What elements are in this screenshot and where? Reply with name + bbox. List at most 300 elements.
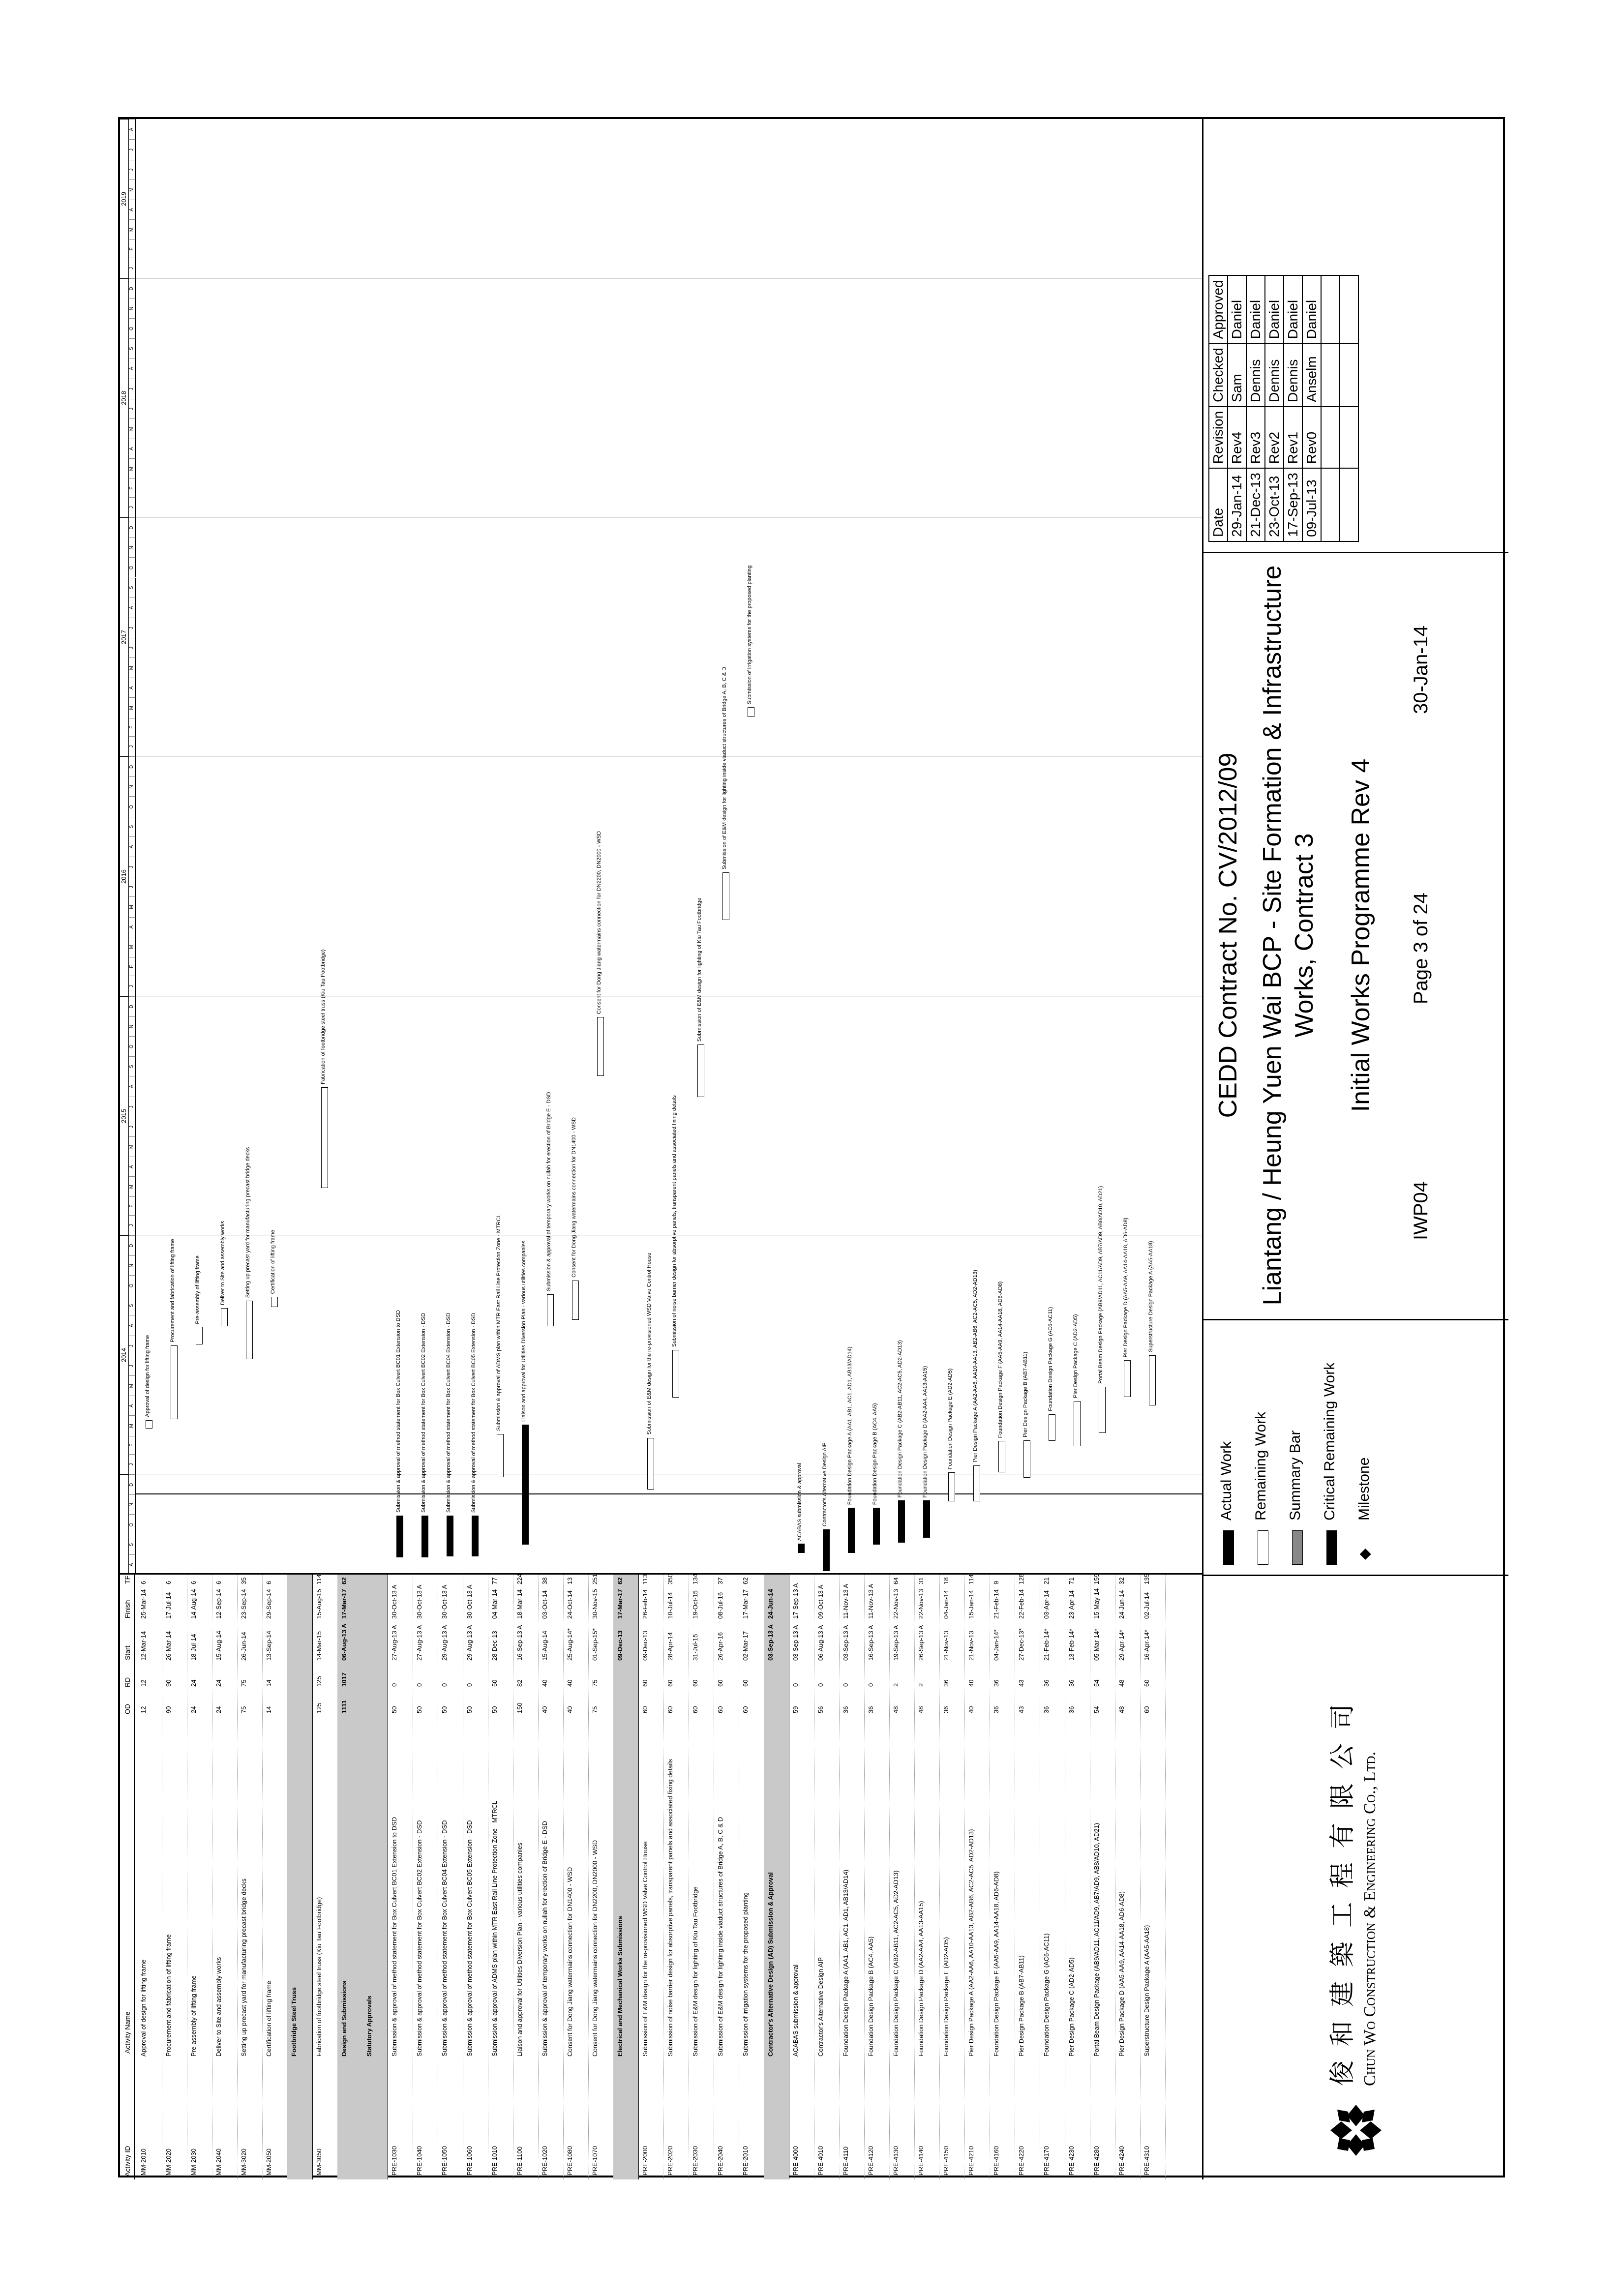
gantt-bar: [873, 1508, 880, 1545]
month-header: A: [129, 1396, 136, 1415]
legend-critical-remaining-work: Critical Remaining Work: [1322, 1362, 1338, 1521]
total-float: 251: [591, 1574, 599, 1584]
gantt-bar-label: Setting up precast yard for manufacturing precast bridge decks: [245, 1147, 251, 1298]
finish-date: 26-Feb-14: [641, 1589, 649, 1619]
table-row: [237, 1575, 263, 2179]
revision-cell: Dennis: [1265, 343, 1284, 407]
original-duration: 36: [992, 1706, 1000, 1713]
month-header: M: [129, 1375, 136, 1396]
month-header: A: [129, 358, 136, 378]
activity-name: Submission of irrigation systems for the proposed planting: [742, 1892, 749, 2057]
gantt-bar-label: Pier Design Package C (AD2-AD5): [1073, 1314, 1079, 1398]
original-duration: 50: [491, 1706, 498, 1713]
title-box: [1203, 552, 1508, 1319]
total-float: 9: [992, 1580, 1000, 1584]
revision-empty-row: [1340, 275, 1358, 541]
table-row: [964, 1575, 990, 2179]
remaining-duration: 40: [967, 1679, 975, 1687]
activity-id: PRE-1100: [516, 2146, 523, 2176]
finish-date: 24-Oct-14: [566, 1590, 573, 1619]
year-header: 2016: [120, 756, 129, 996]
original-duration: 36: [942, 1706, 950, 1713]
group-header-row: [287, 1575, 313, 2179]
month-header: J: [129, 1454, 136, 1474]
legend-remaining-work: Remaining Work: [1253, 1411, 1269, 1521]
month-header: O: [129, 318, 136, 338]
gantt-bar-label: Certification of lifting frame: [270, 1229, 276, 1294]
original-duration: 48: [892, 1706, 900, 1713]
remaining-duration: 75: [240, 1679, 247, 1687]
legend-swatch-critical: [1326, 1530, 1337, 1565]
original-duration: 125: [315, 1702, 323, 1713]
gantt-bar-label: Submission & approval of method statement for Box Culvert BC02 Extension - DSD: [421, 1312, 426, 1513]
gantt-bar-label: Pre-assembly of lifting frame: [195, 1255, 201, 1324]
activity-id: MM-2030: [190, 2148, 197, 2176]
original-duration: 90: [165, 1706, 172, 1713]
gantt-bar-label: Submission & approval of method statement for Box Culvert BC01 Extension to DSD: [395, 1310, 401, 1513]
table-row: [939, 1575, 965, 2179]
remaining-duration: 0: [391, 1683, 398, 1687]
finish-date: 18-Mar-14: [516, 1589, 523, 1619]
gantt-bar-label: Foundation Design Package A (AA1, AB1, AC1, AD1, AB13/AD14): [847, 1346, 853, 1505]
revision-header-cell: Revision: [1209, 407, 1228, 468]
activity-name: Foundation Design Package F (AA5-AA9, AA14-AA18, AD6-AD8): [992, 1871, 1000, 2057]
activity-name: Electrical and Mechanical Works Submissions: [616, 1916, 624, 2057]
activity-id: PRE-4170: [1043, 2146, 1050, 2176]
table-row: [1015, 1575, 1040, 2179]
remaining-duration: 60: [1143, 1679, 1150, 1687]
start-date: 19-Sep-13 A: [892, 1625, 900, 1661]
total-float: 128: [1018, 1574, 1025, 1584]
finish-date: 14-Aug-14: [190, 1589, 197, 1619]
gantt-bar: [948, 1472, 955, 1501]
month-header: J: [129, 379, 136, 399]
gantt-bar: [447, 1516, 453, 1556]
gantt-bar-label: Foundation Design Package G (AC6-AC11): [1048, 1307, 1053, 1411]
data-date-line: [136, 1493, 1202, 1494]
activity-name: Submission of noise barrier design for absorptive panels, transparent panels and associated fixing details: [666, 1759, 674, 2057]
activity-name: Pier Design Package C (AD2-AD5): [1068, 1957, 1075, 2057]
activity-table: [120, 1573, 1202, 2179]
gantt-bar: [697, 1044, 704, 1097]
company-box: [1203, 1575, 1508, 2179]
month-header: J: [129, 1117, 136, 1136]
remaining-duration: 12: [140, 1679, 147, 1687]
gantt-bar-label: Submission & approval of temporary works on nullah for erection of Bridge E - DSD: [546, 1092, 552, 1291]
month-header: S: [129, 1296, 136, 1315]
month-header: A: [129, 200, 136, 219]
revision-header-row: [1209, 275, 1228, 541]
table-row: [563, 1575, 589, 2179]
table-row: [187, 1575, 212, 2179]
revision-cell: 21-Dec-13: [1246, 468, 1265, 541]
month-header: J: [129, 618, 136, 638]
original-duration: 150: [516, 1702, 523, 1713]
year-header: 2017: [120, 517, 129, 756]
revision-table: [1208, 275, 1359, 542]
remaining-duration: 36: [992, 1679, 1000, 1687]
total-float: 6: [165, 1580, 172, 1584]
finish-date: 17-Mar-17: [340, 1589, 348, 1619]
original-duration: 36: [867, 1706, 874, 1713]
activity-name: Superstructure Design Package A (AA5-AA18): [1143, 1925, 1150, 2057]
table-row: [588, 1575, 614, 2179]
gantt-bar: [497, 1434, 504, 1477]
original-duration: 75: [591, 1706, 599, 1713]
month-header: J: [129, 857, 136, 877]
revision-empty-cell: [1321, 343, 1340, 407]
gantt-bar-label: Foundation Design Package D (AA2-AA4, AA13-AA15): [922, 1366, 928, 1498]
contract-title: CEDD Contract No. CV/2012/09: [1214, 752, 1242, 1118]
gantt-bar: [146, 1420, 152, 1429]
month-header: O: [129, 557, 136, 577]
revision-row: [1284, 275, 1302, 541]
table-row: [739, 1575, 764, 2179]
original-duration: 50: [466, 1706, 473, 1713]
remaining-duration: 0: [416, 1683, 423, 1687]
revision-row: [1228, 275, 1246, 541]
start-date: 27-Dec-13*: [1018, 1628, 1025, 1661]
month-header: O: [129, 796, 136, 816]
gantt-bar-label: Liaison and approval for Utilities Diversion Plan - various utilities companies: [521, 1240, 527, 1422]
revision-cell: Dennis: [1246, 343, 1265, 407]
activity-name: Submission of E&M design for lighting inside viaduct structures of Bridge A, B, C & D: [717, 1817, 724, 2057]
remaining-duration: 75: [591, 1679, 599, 1687]
finish-date: 24-Jun-14: [767, 1589, 774, 1619]
remaining-duration: 90: [165, 1679, 172, 1687]
gantt-bar: [221, 1308, 228, 1326]
activity-name: Contractor's Alternative Design AIP: [817, 1957, 824, 2057]
gantt-bar: [722, 872, 729, 920]
gantt-bar: [421, 1516, 428, 1557]
year-header-partial: [120, 1474, 129, 1575]
remaining-duration: 60: [666, 1679, 674, 1687]
original-duration: 48: [917, 1706, 925, 1713]
month-header: S: [129, 1056, 136, 1076]
gantt-bar-label: Pier Design Package B (AB7-AB11): [1023, 1351, 1028, 1437]
month-header: J: [129, 399, 136, 418]
activity-id: PRE-4010: [817, 2146, 824, 2176]
legend-swatch-remaining: [1258, 1530, 1268, 1565]
remaining-duration: 36: [942, 1679, 950, 1687]
legend-swatch-summary: [1292, 1530, 1303, 1565]
revision-cell: Rev1: [1284, 407, 1302, 468]
activity-id: PRE-2010: [742, 2146, 749, 2176]
month-header: J: [129, 1336, 136, 1356]
table-row: [689, 1575, 714, 2179]
total-float: 224: [516, 1574, 523, 1584]
start-date: 21-Nov-13: [967, 1631, 975, 1661]
original-duration: 36: [1068, 1706, 1075, 1713]
start-date: 02-Mar-17: [742, 1631, 749, 1661]
table-row: [789, 1575, 814, 2179]
gantt-bar: [246, 1301, 253, 1359]
table-row: [1140, 1575, 1166, 2179]
gantt-bar-label: Submission of E&M design for lighting of Kiu Tau Footbridge: [696, 897, 702, 1042]
remaining-duration: 0: [842, 1683, 849, 1687]
start-date: 15-Aug-14: [541, 1631, 548, 1661]
table-row: [488, 1575, 513, 2179]
activity-id: PRE-4160: [992, 2146, 1000, 2176]
revision-cell: Sam: [1228, 343, 1246, 407]
finish-date: 09-Oct-13 A: [817, 1584, 824, 1619]
total-float: 37: [717, 1577, 724, 1584]
activity-name: Certification of lifting frame: [265, 1981, 272, 2057]
activity-id: MM-2040: [215, 2148, 222, 2176]
original-duration: 14: [265, 1706, 272, 1713]
header-od: OD: [120, 1690, 135, 1717]
finish-date: 30-Oct-13 A: [441, 1584, 448, 1619]
start-date: 26-Apr-16: [717, 1632, 724, 1661]
month-header: J: [129, 736, 136, 756]
page-number: Page 3 of 24: [1410, 893, 1432, 1004]
month-header: N: [129, 298, 136, 318]
month-header: D: [129, 1474, 136, 1494]
gantt-bar: [973, 1465, 980, 1501]
gantt-bar: [196, 1327, 203, 1344]
total-float: 38: [541, 1577, 548, 1584]
revision-header-cell: Checked: [1209, 343, 1228, 407]
gantt-bar-label: Procurement and fabrication of lifting frame: [170, 1239, 176, 1342]
total-float: 159: [1093, 1574, 1100, 1584]
month-header: J: [129, 877, 136, 896]
table-row: [463, 1575, 488, 2179]
gantt-bar: [1049, 1414, 1055, 1441]
month-header: A: [129, 439, 136, 458]
start-date: 29-Apr-14*: [1118, 1630, 1125, 1661]
month-header: D: [129, 996, 136, 1016]
table-row: [1065, 1575, 1090, 2179]
original-duration: 60: [692, 1706, 699, 1713]
revision-row: [1265, 275, 1284, 541]
gantt-bar-label: Foundation Design Package B (AC4, AA5): [872, 1403, 878, 1505]
start-date: 01-Sep-15*: [591, 1628, 599, 1661]
table-row: [714, 1575, 739, 2179]
remaining-duration: 43: [1018, 1679, 1025, 1687]
finish-date: 30-Oct-13 A: [391, 1584, 398, 1619]
month-header: A: [129, 836, 136, 857]
activity-id: PRE-4230: [1068, 2146, 1075, 2176]
table-row: [914, 1575, 940, 2179]
activity-id: PRE-4280: [1093, 2146, 1100, 2176]
start-date: 16-Sep-13 A: [516, 1625, 523, 1661]
original-duration: 24: [215, 1706, 222, 1713]
table-row: [438, 1575, 463, 2179]
start-date: 26-Sep-13 A: [917, 1625, 925, 1661]
start-date: 14-Mar-15: [315, 1631, 323, 1661]
total-float: 6: [140, 1580, 147, 1584]
month-header: N: [129, 1495, 136, 1515]
finish-date: 23-Sep-14: [240, 1589, 247, 1619]
revision-empty-cell: [1340, 275, 1358, 343]
finish-date: 03-Apr-14: [1043, 1590, 1050, 1619]
start-date: 29-Aug-13 A: [466, 1625, 473, 1661]
month-header: F: [129, 957, 136, 976]
revision-header-cell: Approved: [1209, 275, 1228, 343]
month-header: M: [129, 697, 136, 717]
gantt-bar-label: Fabrication of footbridge steel truss (Kiu Tau Footbridge): [320, 949, 326, 1084]
month-header: F: [129, 1196, 136, 1215]
original-duration: 36: [1043, 1706, 1050, 1713]
gantt-bar: [898, 1500, 905, 1542]
month-header: F: [129, 239, 136, 258]
original-duration: 1111: [340, 1700, 348, 1713]
year-header: 2018: [120, 278, 129, 517]
activity-id: PRE-2030: [692, 2146, 699, 2176]
activity-name: Submission & approval of ADMS plan within MTR East Rail Line Protection Zone - MTRCL: [491, 1800, 498, 2057]
activity-id: PRE-1070: [591, 2146, 599, 2176]
table-row: [388, 1575, 413, 2179]
month-header: D: [129, 1235, 136, 1255]
table-row: [864, 1575, 890, 2179]
activity-id: PRE-1030: [391, 2146, 398, 2176]
finish-date: 30-Nov-15: [591, 1589, 599, 1619]
gantt-bar-label: Submission of E&M design for lighting inside viaduct structures of Bridge A, B, C & D: [722, 666, 727, 869]
activity-id: PRE-4210: [967, 2146, 975, 2176]
remaining-duration: 50: [491, 1679, 498, 1687]
activity-name: Consent for Dong Jiang watermains connection for DN2200, DN2000 - WSD: [591, 1840, 599, 2057]
activity-name: Contractor's Alternative Design (AD) Submission & Approval: [767, 1872, 774, 2057]
activity-id: MM-3050: [315, 2148, 323, 2176]
original-duration: 12: [140, 1706, 147, 1713]
activity-id: PRE-4140: [917, 2146, 925, 2176]
month-header: A: [129, 597, 136, 617]
gantt-bar-label: Foundation Design Package C (AB2-AB11, AC2-AC5, AD2-AD13): [897, 1340, 903, 1498]
activity-id: PRE-2020: [666, 2146, 674, 2176]
month-header: N: [129, 1016, 136, 1036]
finish-date: 30-Oct-13 A: [466, 1584, 473, 1619]
table-row: [1040, 1575, 1065, 2179]
gantt-bar: [1124, 1360, 1131, 1397]
activity-name: Liaison and approval for Utilities Diversion Plan - various utilities companies: [516, 1843, 523, 2057]
header-activity-id: Activity ID: [120, 2057, 135, 2179]
revision-cell: 09-Jul-13: [1302, 468, 1321, 541]
revision-empty-cell: [1340, 468, 1358, 541]
revision-header-cell: Date: [1209, 468, 1228, 541]
total-float: 6: [265, 1580, 272, 1584]
activity-id: PRE-1060: [466, 2146, 473, 2176]
activity-name: Deliver to Site and assembly works: [215, 1957, 222, 2057]
gantt-bar: [597, 1017, 604, 1076]
month-header: J: [129, 497, 136, 517]
remaining-duration: 0: [441, 1683, 448, 1687]
revision-cell: 23-Oct-13: [1265, 468, 1284, 541]
month-header: M: [129, 219, 136, 239]
month-header: M: [129, 458, 136, 478]
activity-name: Consent for Dong Jiang watermains connection for DN1400 - WSD: [566, 1867, 573, 2057]
original-duration: 40: [541, 1706, 548, 1713]
start-date: 13-Feb-14*: [1068, 1628, 1075, 1661]
month-header: M: [129, 179, 136, 200]
revision-cell: Daniel: [1246, 275, 1265, 343]
revision-cell: 17-Sep-13: [1284, 468, 1302, 541]
total-float: 31: [917, 1577, 925, 1584]
gantt-bar: [572, 1281, 579, 1320]
month-header: N: [129, 537, 136, 557]
finish-date: 12-Sep-14: [215, 1589, 222, 1619]
month-header: J: [129, 258, 136, 278]
activity-name: Pier Design Package D (AA5-AA9, AA14-AA18, AD6-AD8): [1118, 1891, 1125, 2057]
revision-cell: Rev0: [1302, 407, 1321, 468]
finish-date: 08-Jul-16: [717, 1592, 724, 1619]
activity-name: Foundation Design Package D (AA2-AA4, AA13-AA15): [917, 1901, 925, 2057]
remaining-duration: 82: [516, 1679, 523, 1687]
gantt-bar-label: Submission of noise barrier design for absorptive panels, transparent panels and associated fixing details: [671, 1095, 677, 1347]
remaining-duration: 60: [692, 1679, 699, 1687]
gantt-bar-label: Submission of E&M design for the re-provisioned WSD Valve Control House: [646, 1252, 652, 1435]
activity-name: Pre-assembly of lifting frame: [190, 1975, 197, 2057]
activity-id: PRE-1080: [566, 2146, 573, 2176]
finish-date: 23-Apr-14: [1068, 1590, 1075, 1619]
gantt-bar: [823, 1529, 830, 1571]
table-row: [137, 1575, 162, 2179]
header-activity-name: Activity Name: [120, 1717, 135, 2057]
original-duration: 40: [967, 1706, 975, 1713]
gantt-bar: [171, 1345, 178, 1420]
table-row: [663, 1575, 689, 2179]
start-date: 26-Jun-14: [240, 1632, 247, 1661]
start-date: 15-Aug-14: [215, 1631, 222, 1661]
table-row: [212, 1575, 238, 2179]
remaining-duration: 0: [817, 1683, 824, 1687]
gantt-bar-label: Foundation Design Package E (AD2-AD5): [947, 1368, 953, 1470]
finish-date: 17-Mar-17: [742, 1589, 749, 1619]
start-date: 12-Mar-14: [140, 1631, 147, 1661]
activity-id: PRE-1010: [491, 2146, 498, 2176]
finish-date: 17-Mar-17: [616, 1589, 624, 1619]
total-float: 13: [566, 1577, 573, 1584]
month-header: O: [129, 1514, 136, 1534]
month-header: J: [129, 139, 136, 159]
activity-name: Pier Design Package A (AA2-AA6, AA10-AA13, AB2-AB6, AC2-AC5, AD2-AD13): [967, 1829, 975, 2057]
legend-box: [1203, 1319, 1508, 1575]
total-float: 135: [1143, 1574, 1150, 1584]
gantt-bar-label: Consent for Dong Jiang watermains connection for DN2200, DN2000 - WSD: [596, 831, 602, 1014]
gantt-bar: [923, 1500, 930, 1538]
finish-date: 30-Oct-13 A: [416, 1584, 423, 1619]
gantt-chart: [120, 119, 1202, 1575]
total-float: 6: [190, 1580, 197, 1584]
month-header: S: [129, 817, 136, 836]
gantt-bar: [1149, 1355, 1156, 1406]
remaining-duration: 0: [867, 1683, 874, 1687]
original-duration: 75: [240, 1706, 247, 1713]
original-duration: 50: [416, 1706, 423, 1713]
table-row: [413, 1575, 438, 2179]
total-float: 350: [666, 1574, 674, 1584]
finish-date: 04-Mar-14: [491, 1589, 498, 1619]
finish-date: 02-Jul-14: [1143, 1592, 1150, 1619]
remaining-duration: 60: [717, 1679, 724, 1687]
month-header: M: [129, 418, 136, 439]
gantt-bar-label: Submission & approval of method statement for Box Culvert BC05 Extension - DSD: [471, 1312, 477, 1513]
month-header: J: [129, 1356, 136, 1375]
month-header: S: [129, 338, 136, 358]
gantt-bar-label: Deliver to Site and assembly works: [220, 1221, 226, 1305]
company-name-english: Chun Wo Construction & Engineering Co., Ltd.: [1361, 1752, 1379, 2086]
original-duration: 56: [817, 1706, 824, 1713]
header-tf: TF: [120, 1575, 135, 1587]
total-float: 113: [641, 1574, 649, 1584]
activity-name: Fabrication of footbridge steel truss (Kiu Tau Footbridge): [315, 1897, 323, 2057]
finish-date: 15-Jan-14: [967, 1590, 975, 1619]
start-date: 13-Sep-14: [265, 1631, 272, 1661]
table-row: [1115, 1575, 1141, 2179]
month-header: A: [129, 1076, 136, 1096]
table-row: [814, 1575, 840, 2179]
revision-cell: 29-Jan-14: [1228, 468, 1246, 541]
activity-name: Portal Beam Design Package (AB9/AD11, AC11/AD9, AB7/AD9, AB8/AD10, AD21): [1093, 1823, 1100, 2057]
